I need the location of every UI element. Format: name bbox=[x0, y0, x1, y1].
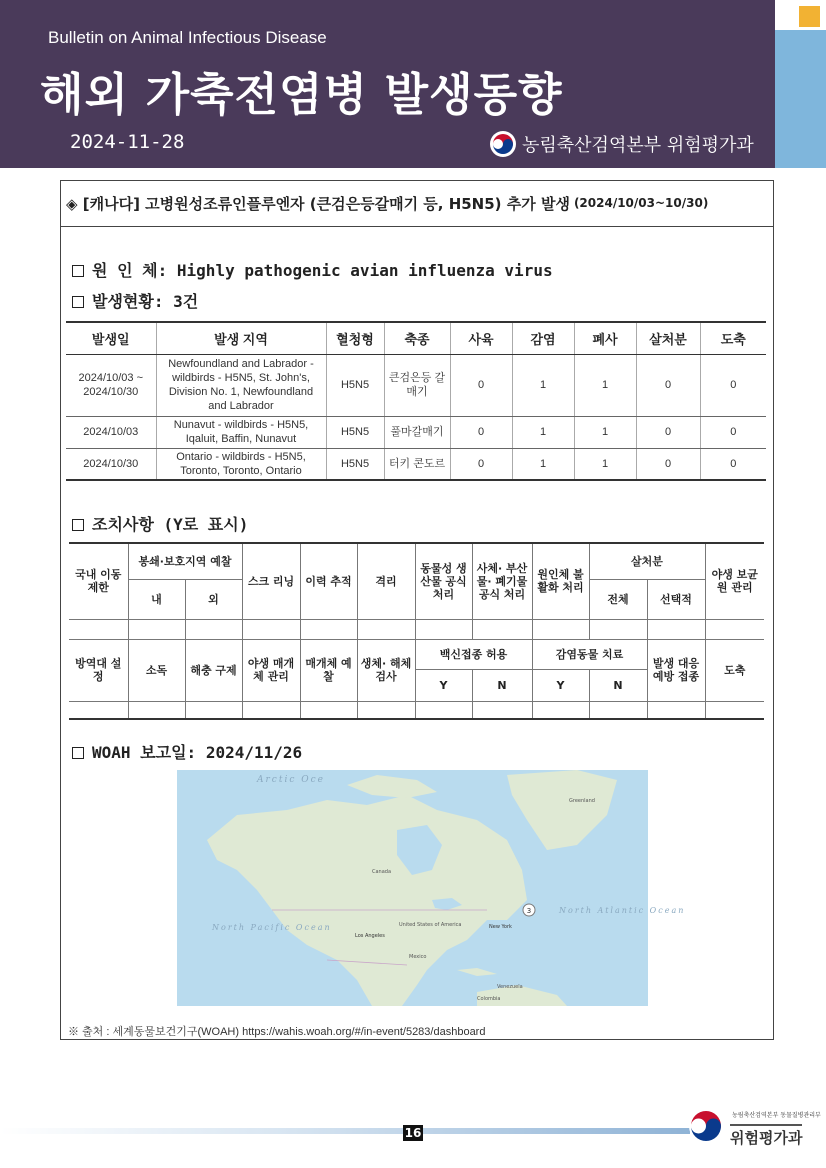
checkbox-square-icon bbox=[72, 265, 84, 277]
map-label-canada: Canada bbox=[372, 869, 392, 875]
corner-accent bbox=[799, 6, 820, 27]
table-row: 2024/10/03 Nunavut - wildbirds - H5N5, Iqaluit, Baffin, Nunavut H5N5 풀마갈매기 0 1 1 0 0 bbox=[66, 416, 766, 448]
source-note: ※ 출처 : 세계동물보건기구(WOAH) https://wahis.woah.org/#/in-event/5283/dashboard bbox=[68, 1026, 486, 1038]
taegeuk-logo-icon bbox=[490, 131, 516, 157]
greenland-landmass bbox=[507, 770, 617, 850]
arctic-islands bbox=[347, 775, 437, 798]
organization bbox=[490, 131, 754, 157]
bulletin-name: Bulletin on Animal Infectious Disease bbox=[48, 28, 327, 47]
woah-line: WOAH 보고일: 2024/11/26 bbox=[72, 740, 302, 763]
outbreak-count: 3건 bbox=[173, 292, 199, 311]
report-date-range: (2024/10/03~10/30) bbox=[573, 196, 709, 210]
status-line: 발생현황: 3건 bbox=[72, 289, 198, 312]
page-header bbox=[0, 0, 775, 168]
organization-name: 농림축산검역본부 위험평가과 bbox=[522, 135, 754, 156]
measures-table: 국내 이동 제한 봉쇄·보호지역 예찰 스크 리닝 이력 추적 격리 동물성 생산물 공식 처리 사체· 부산물· 폐기물 공식 처리 원인체 불활화 처리 살처분 야생 보균원 관리 내 외 전체 선택적 방역대 설정 소독 해충 구제 야생 매개체 관리 매개체 예찰 생체· 해체 검사 백신접종 허용 감염동물 치료 발생 대응 예방 접종 도축 Y N Y N bbox=[69, 542, 764, 720]
footer-org: 위험평가과 bbox=[730, 1124, 802, 1148]
map-label-venezuela: Venezuela bbox=[497, 984, 523, 990]
map-label-new-york: New York bbox=[489, 924, 512, 930]
map-label-atlantic: North Atlantic Ocean bbox=[559, 906, 686, 915]
pathogen: Highly pathogenic avian influenza virus bbox=[176, 261, 553, 280]
measures-values-row bbox=[69, 701, 764, 719]
issue-date: 2024-11-28 bbox=[70, 131, 185, 153]
measures-values-row bbox=[69, 619, 764, 639]
table-header-row: 발생일 발생 지역 혈청형 축종 사육 감염 폐사 살처분 도축 bbox=[66, 322, 766, 354]
map-label-greenland: Greenland bbox=[569, 798, 595, 804]
checkbox-square-icon bbox=[72, 747, 84, 759]
outbreak-table bbox=[66, 321, 766, 481]
woah-date: 2024/11/26 bbox=[205, 743, 303, 762]
map-label-mexico: Mexico bbox=[409, 954, 427, 960]
table-row: 2024/10/30 Ontario - wildbirds - H5N5, Toronto, Toronto, Ontario H5N5 터키 콘도르 0 1 1 0 0 bbox=[66, 448, 766, 480]
checkbox-square-icon bbox=[72, 296, 84, 308]
outbreak-map bbox=[177, 770, 686, 1006]
table-row: 2024/10/03 ~ 2024/10/30 Newfoundland and Labrador - wildbirds - H5N5, St. John's, Division No. 1, Newfoundland and Labrador H5N5 큰검은등 갈매기 0 1 1 0 0 bbox=[66, 354, 766, 416]
page-title: 해외 가축전염병 발생동향 bbox=[40, 68, 563, 121]
map-label-pacific: North Pacific Ocean bbox=[212, 923, 332, 932]
report-title: ◈ [캐나다] 고병원성조류인플루엔자 (큰검은등갈매기 등, H5N5) 추가 발생 (2024/10/03~10/30) bbox=[60, 180, 774, 227]
map-label-arctic: Arctic Oce bbox=[257, 775, 325, 785]
taegeuk-logo-icon bbox=[688, 1108, 724, 1144]
checkbox-square-icon bbox=[72, 519, 84, 531]
footer-bar bbox=[0, 1128, 690, 1134]
pathogen-line: 원 인 체: Highly pathogenic avian influenza virus bbox=[72, 258, 553, 281]
map-label-colombia: Colombia bbox=[477, 996, 501, 1002]
map-label-los-angeles: Los Angeles bbox=[355, 933, 385, 939]
page-number: 16 bbox=[404, 1126, 422, 1140]
map-label-usa: United States of America bbox=[399, 922, 462, 928]
svg-text:3: 3 bbox=[526, 907, 532, 915]
footer-org-small: 농림축산검역본부 동물질병관리부 bbox=[732, 1112, 821, 1119]
measures-line: 조치사항 (Y로 표시) bbox=[72, 512, 248, 535]
